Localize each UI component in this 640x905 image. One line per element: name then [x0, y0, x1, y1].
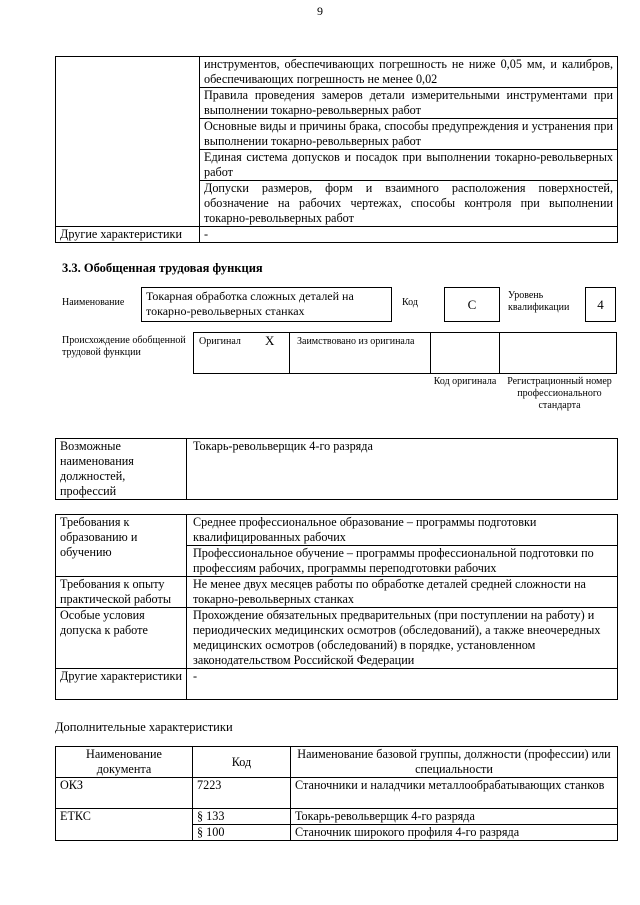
other-label: Другие характеристики — [56, 669, 187, 700]
level-value: 4 — [585, 287, 616, 322]
header-code: Код — [193, 747, 291, 778]
reg-number-caption: Регистрационный номер профессионального стандарта — [507, 376, 612, 411]
knowledge-label-cell — [56, 57, 200, 227]
original-label: Оригинал — [199, 336, 241, 347]
education-label: Требования к образованию и обучению — [56, 515, 187, 577]
header-doc: Наименование документа — [56, 747, 193, 778]
additional-table — [55, 746, 618, 841]
row-name: Токарь-револьверщик 4-го разряда — [291, 809, 618, 825]
code-original-caption: Код оригинала — [433, 376, 497, 387]
borrowed-label: Заимствовано из оригинала — [297, 336, 415, 347]
row-doc: ЕТКС — [56, 809, 193, 841]
knowledge-item: инструментов, обеспечивающих погрешность не ниже 0,05 мм, и калибров, обеспечивающих погрешность не менее 0,02 — [200, 57, 618, 88]
other-value: - — [187, 669, 618, 700]
original-mark: X — [265, 333, 275, 348]
row-code: 7223 — [193, 778, 291, 809]
knowledge-item: Правила проведения замеров детали измерительными инструментами при выполнении токарно-револьверных работ — [200, 88, 618, 119]
row-code: § 100 — [193, 825, 291, 841]
experience-label: Требования к опыту практической работы — [56, 577, 187, 608]
section-title: 3.3. Обобщенная трудовая функция — [62, 261, 263, 275]
row-code: § 133 — [193, 809, 291, 825]
education-value: Среднее профессиональное образование – программы подготовки квалифицированных рабочих — [187, 515, 618, 546]
knowledge-item: Единая система допусков и посадок при выполнении токарно-револьверных работ — [200, 150, 618, 181]
code-value: C — [444, 287, 500, 322]
special-conditions-value: Прохождение обязательных предварительных (при поступлении на работу) и периодических медицинских осмотров (обследований), а также внеочередных медицинских осмотров (обследований) в порядке, установленном законодательством Российской Федерации — [187, 608, 618, 669]
positions-table — [55, 438, 618, 500]
knowledge-table — [55, 56, 618, 243]
page-number: 9 — [317, 4, 323, 18]
education-value: Профессиональное обучение – программы профессиональной подготовки по профессиям рабочих, программы переподготовки рабочих — [187, 546, 618, 577]
code-label: Код — [402, 297, 418, 308]
other-characteristics-label: Другие характеристики — [56, 227, 200, 243]
row-name: Станочники и наладчики металлообрабатывающих станков — [291, 778, 618, 809]
knowledge-item: Допуски размеров, форм и взаимного расположения поверхностей, обозначение на рабочих чертежах, способы контроля при выполнении токарно-револьверных работ — [200, 181, 618, 227]
origin-label: Происхождение обобщенной трудовой функции — [62, 335, 186, 358]
name-value: Токарная обработка сложных деталей на токарно-револьверных станках — [141, 287, 392, 322]
row-name: Станочник широкого профиля 4-го разряда — [291, 825, 618, 841]
experience-value: Не менее двух месяцев работы по обработке деталей средней сложности на токарно-револьверных станках — [187, 577, 618, 608]
level-label: Уровень квалификации — [508, 290, 570, 313]
header-name: Наименование базовой группы, должности (профессии) или специальности — [291, 747, 618, 778]
positions-label: Возможные наименования должностей, профессий — [56, 439, 187, 500]
additional-title: Дополнительные характеристики — [55, 720, 233, 734]
row-doc: ОКЗ — [56, 778, 193, 809]
other-characteristics-value: - — [200, 227, 618, 243]
special-conditions-label: Особые условия допуска к работе — [56, 608, 187, 669]
positions-value: Токарь-револьверщик 4-го разряда — [187, 439, 618, 500]
requirements-table — [55, 514, 618, 700]
name-label: Наименование — [62, 297, 125, 308]
knowledge-item: Основные виды и причины брака, способы предупреждения и устранения при выполнении токарно-револьверных работ — [200, 119, 618, 150]
